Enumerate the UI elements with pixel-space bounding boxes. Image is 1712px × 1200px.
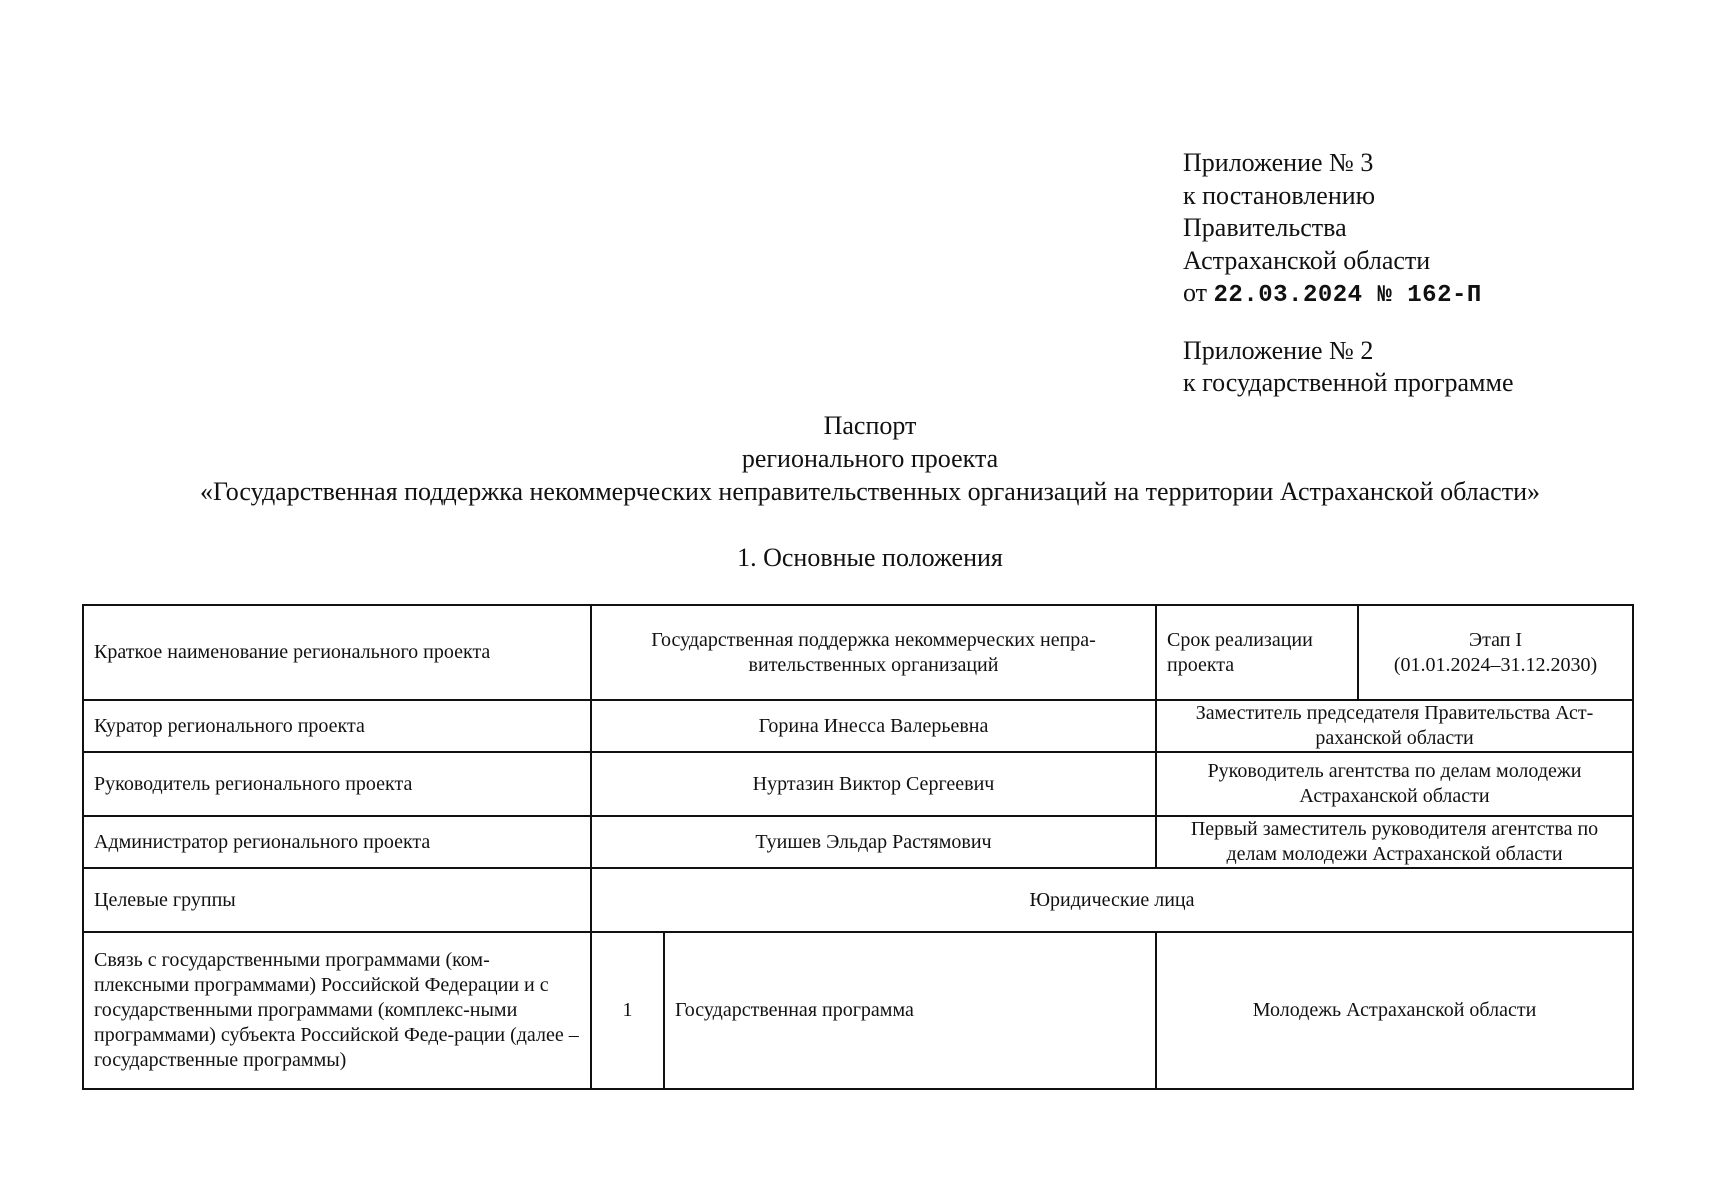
term-label: Срок реализации проекта xyxy=(1156,605,1358,700)
curator-position: Заместитель председателя Правительства Аст-раханской области xyxy=(1156,700,1633,752)
to-state-program: к государственной программе xyxy=(1183,368,1514,397)
head-label: Руководитель регионального проекта xyxy=(83,752,591,816)
programs-link-label: Связь с государственными программами (ком-плексными программами) Российской Федерации и с государственными программами (комплекс-ными программами) субъекта Российской Феде-рации (далее – государственные программы) xyxy=(83,932,591,1089)
approval-block xyxy=(1183,147,1514,400)
appendix-number: Приложение № 3 xyxy=(1183,148,1374,177)
short-name-value: Государственная поддержка некоммерческих непра-вительственных организаций xyxy=(591,605,1156,700)
table-row xyxy=(83,932,1633,1089)
administrator-name: Туишев Эльдар Растямович xyxy=(591,816,1156,868)
title-regional-project: регионального проекта xyxy=(741,444,999,473)
head-name: Нуртазин Виктор Сергеевич xyxy=(591,752,1156,816)
target-groups-label: Целевые группы xyxy=(83,868,591,932)
table-row xyxy=(83,868,1633,932)
program-number: 1 xyxy=(591,932,664,1089)
section-heading: 1. Основные положения xyxy=(737,543,1003,572)
resolution-date-line xyxy=(1183,277,1514,313)
table-row xyxy=(83,816,1633,868)
program-appendix-number: Приложение № 2 xyxy=(1183,335,1374,365)
head-position: Руководитель агентства по делам молодежи Астраханской области xyxy=(1156,752,1633,816)
program-type: Государственная программа xyxy=(664,932,1156,1089)
resolution-date-number: 22.03.2024 № 162-П xyxy=(1213,282,1482,309)
to-resolution: к постановлению xyxy=(1183,180,1376,210)
passport-table xyxy=(82,604,1634,1090)
administrator-position: Первый заместитель руководителя агентства по делам молодежи Астраханской области xyxy=(1156,816,1633,868)
table-row xyxy=(83,700,1633,752)
curator-name: Горина Инесса Валерьевна xyxy=(591,700,1156,752)
title-passport: Паспорт xyxy=(823,411,917,440)
passport-table-wrap xyxy=(82,604,1632,1090)
term-value xyxy=(1358,605,1633,700)
government: Правительства xyxy=(1183,213,1347,242)
administrator-label: Администратор регионального проекта xyxy=(83,816,591,868)
curator-label: Куратор регионального проекта xyxy=(83,700,591,752)
program-name: Молодежь Астраханской области xyxy=(1156,932,1633,1089)
table-row xyxy=(83,605,1633,700)
region: Астраханской области xyxy=(1183,245,1431,275)
short-name-label: Краткое наименование регионального проекта xyxy=(83,605,591,700)
date-prefix: от xyxy=(1183,278,1208,307)
table-row xyxy=(83,752,1633,816)
title-project-name: «Государственная поддержка некоммерческих неправительственных организаций на территории Астраханской области» xyxy=(199,477,1540,506)
term-stage: Этап I xyxy=(1468,628,1523,651)
term-period: (01.01.2024–31.12.2030) xyxy=(1393,653,1598,676)
target-groups-value: Юридические лица xyxy=(591,868,1633,932)
document-title xyxy=(80,409,1660,508)
